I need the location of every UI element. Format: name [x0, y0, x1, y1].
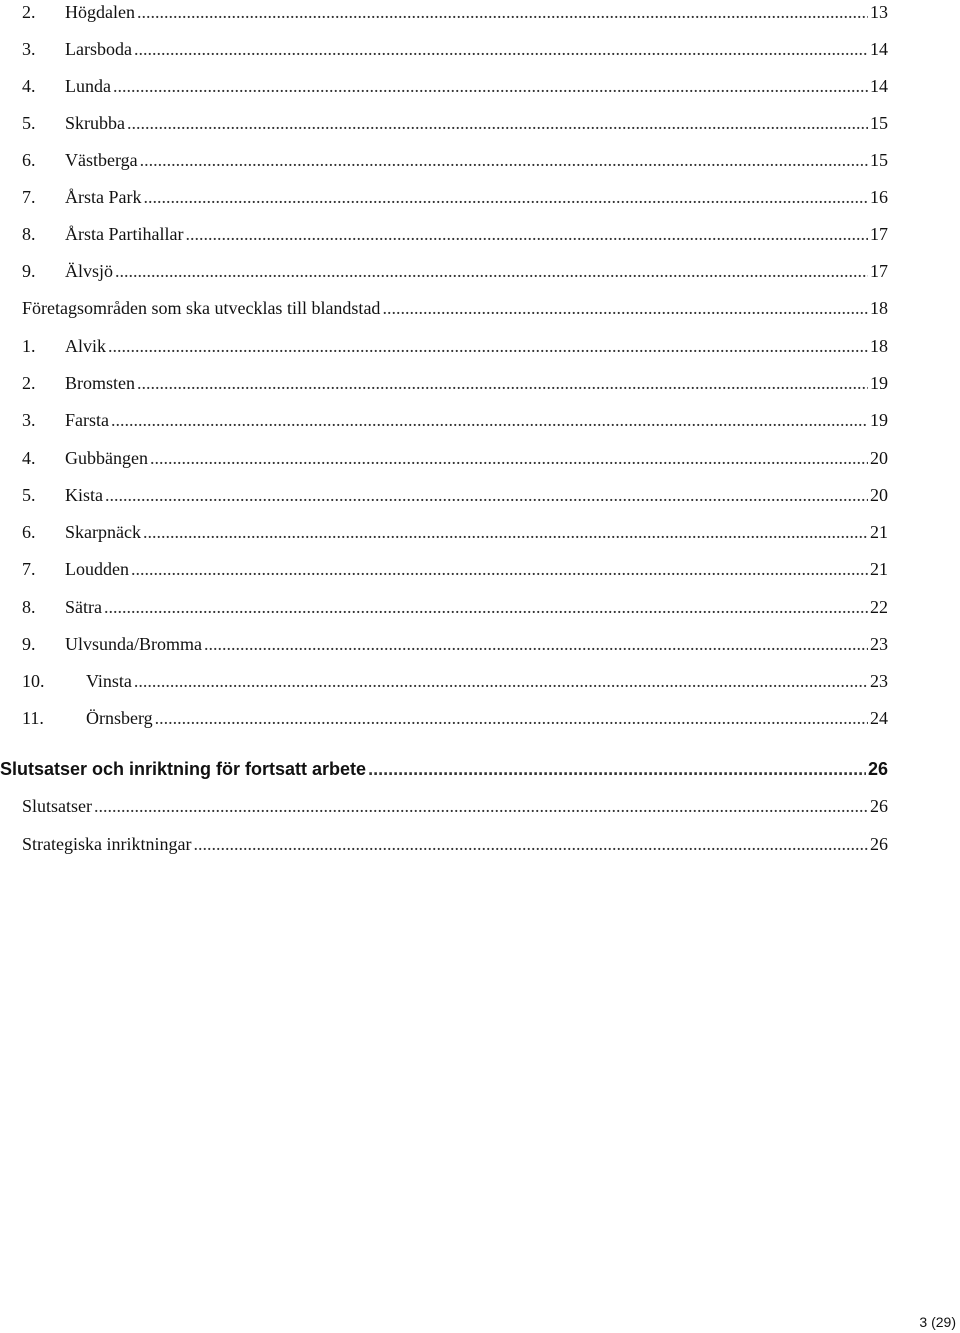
toc-entry[interactable]: [22, 595, 888, 619]
toc-entry-number: 7.: [22, 559, 36, 579]
dot-leader: [143, 185, 868, 209]
toc-entry-title: Örnsberg: [86, 708, 153, 728]
toc-entry-page: 23: [870, 671, 888, 691]
toc-entry-page: 16: [870, 187, 888, 207]
toc-entry-number: 8.: [22, 224, 36, 244]
toc-entry-page: 15: [870, 150, 888, 170]
dot-leader: [137, 371, 868, 395]
toc-chapter-entry[interactable]: [0, 757, 888, 781]
toc-entry-number: 6.: [22, 150, 36, 170]
toc-entry-page: 18: [870, 298, 888, 318]
toc-entry[interactable]: [22, 111, 888, 135]
toc-entry-title: Företagsområden som ska utvecklas till blandstad: [22, 298, 381, 318]
dot-leader: [113, 74, 868, 98]
toc-entry-page: 26: [870, 834, 888, 854]
toc-entry[interactable]: [22, 37, 888, 61]
toc-entry-page: 20: [870, 485, 888, 505]
dot-leader: [104, 595, 868, 619]
toc-entry-title: Slutsatser och inriktning för fortsatt arbete: [0, 759, 367, 779]
dot-leader: [150, 446, 868, 470]
toc-entry-page: 15: [870, 113, 888, 133]
page-number: 3 (29): [919, 1314, 956, 1330]
toc-entry-title: Slutsatser: [22, 796, 92, 816]
toc-entry-title: Kista: [65, 485, 103, 505]
toc-entry[interactable]: [22, 632, 888, 656]
toc-entry-page: 13: [870, 2, 888, 22]
toc-entry-page: 26: [870, 796, 888, 816]
toc-entry[interactable]: [22, 185, 888, 209]
toc-entry-title: Ulvsunda/Bromma: [65, 634, 202, 654]
dot-leader: [127, 111, 868, 135]
toc-entry[interactable]: [22, 0, 888, 24]
toc-entry-title: Farsta: [65, 410, 109, 430]
toc-entry-number: 2.: [22, 2, 36, 22]
toc-entry-title: Skrubba: [65, 113, 125, 133]
dot-leader: [134, 37, 868, 61]
toc-entry[interactable]: [22, 706, 888, 730]
toc-section-entry[interactable]: [22, 794, 888, 818]
toc-entry-number: 4.: [22, 76, 36, 96]
toc-entry[interactable]: [22, 222, 888, 246]
toc-entry-page: 19: [870, 373, 888, 393]
toc-entry-page: 21: [870, 522, 888, 542]
toc-entry-page: 19: [870, 410, 888, 430]
toc-entry[interactable]: [22, 446, 888, 470]
dot-leader: [368, 757, 866, 781]
dot-leader: [193, 832, 868, 856]
toc-entry-number: 4.: [22, 448, 36, 468]
toc-section-entry[interactable]: [22, 296, 888, 320]
toc-entry[interactable]: [22, 557, 888, 581]
dot-leader: [382, 296, 868, 320]
dot-leader: [94, 794, 868, 818]
toc-entry-title: Sätra: [65, 597, 102, 617]
dot-leader: [185, 222, 868, 246]
toc-entry-number: 1.: [22, 336, 36, 356]
dot-leader: [134, 669, 868, 693]
toc-entry-number: 9.: [22, 634, 36, 654]
toc-entry[interactable]: [22, 74, 888, 98]
toc-entry-page: 24: [870, 708, 888, 728]
dot-leader: [143, 520, 868, 544]
toc-entry-number: 10.: [22, 671, 45, 691]
toc-entry[interactable]: [22, 148, 888, 172]
toc-entry-page: 14: [870, 39, 888, 59]
toc-entry-page: 20: [870, 448, 888, 468]
toc-entry-title: Årsta Partihallar: [65, 224, 184, 244]
toc-entry[interactable]: [22, 371, 888, 395]
toc-entry-page: 17: [870, 261, 888, 281]
toc-entry-number: 5.: [22, 113, 36, 133]
dot-leader: [140, 148, 868, 172]
toc-entry[interactable]: [22, 259, 888, 283]
toc-entry-page: 14: [870, 76, 888, 96]
toc-entry-number: 6.: [22, 522, 36, 542]
dot-leader: [204, 632, 868, 656]
toc-section-entry[interactable]: [22, 832, 888, 856]
toc-entry-number: 11.: [22, 708, 44, 728]
toc-entry-page: 17: [870, 224, 888, 244]
dot-leader: [111, 408, 868, 432]
toc-entry-page: 18: [870, 336, 888, 356]
toc-entry-title: Larsboda: [65, 39, 132, 59]
dot-leader: [115, 259, 868, 283]
toc-entry-title: Lunda: [65, 76, 111, 96]
dot-leader: [108, 334, 868, 358]
toc-entry-page: 22: [870, 597, 888, 617]
toc-entry[interactable]: [22, 520, 888, 544]
toc-entry-page: 21: [870, 559, 888, 579]
toc-entry[interactable]: [22, 408, 888, 432]
toc-entry[interactable]: [22, 483, 888, 507]
toc-entry[interactable]: [22, 334, 888, 358]
toc-entry-title: Alvik: [65, 336, 107, 356]
toc-entry-number: 2.: [22, 373, 36, 393]
dot-leader: [155, 706, 868, 730]
toc-entry-title: Vinsta: [86, 671, 132, 691]
toc-entry-page: 26: [867, 759, 888, 779]
dot-leader: [137, 0, 868, 24]
toc-entry-title: Gubbängen: [65, 448, 148, 468]
toc-entry-title: Loudden: [65, 559, 129, 579]
toc-entry-title: Älvsjö: [65, 261, 114, 281]
toc-entry-title: Högdalen: [65, 2, 135, 22]
toc-entry-title: Skarpnäck: [65, 522, 141, 542]
toc-entry-number: 3.: [22, 39, 36, 59]
dot-leader: [131, 557, 868, 581]
toc-entry-title: Strategiska inriktningar: [22, 834, 192, 854]
toc-entry-number: 9.: [22, 261, 36, 281]
toc-entry-title: Bromsten: [65, 373, 135, 393]
toc-entry-page: 23: [870, 634, 888, 654]
toc-entry-title: Västberga: [65, 150, 138, 170]
toc-entry[interactable]: [22, 669, 888, 693]
toc-entry-number: 7.: [22, 187, 36, 207]
toc-entry-number: 3.: [22, 410, 36, 430]
toc-entry-title: Årsta Park: [65, 187, 142, 207]
dot-leader: [105, 483, 868, 507]
toc-entry-number: 5.: [22, 485, 36, 505]
toc-entry-number: 8.: [22, 597, 36, 617]
